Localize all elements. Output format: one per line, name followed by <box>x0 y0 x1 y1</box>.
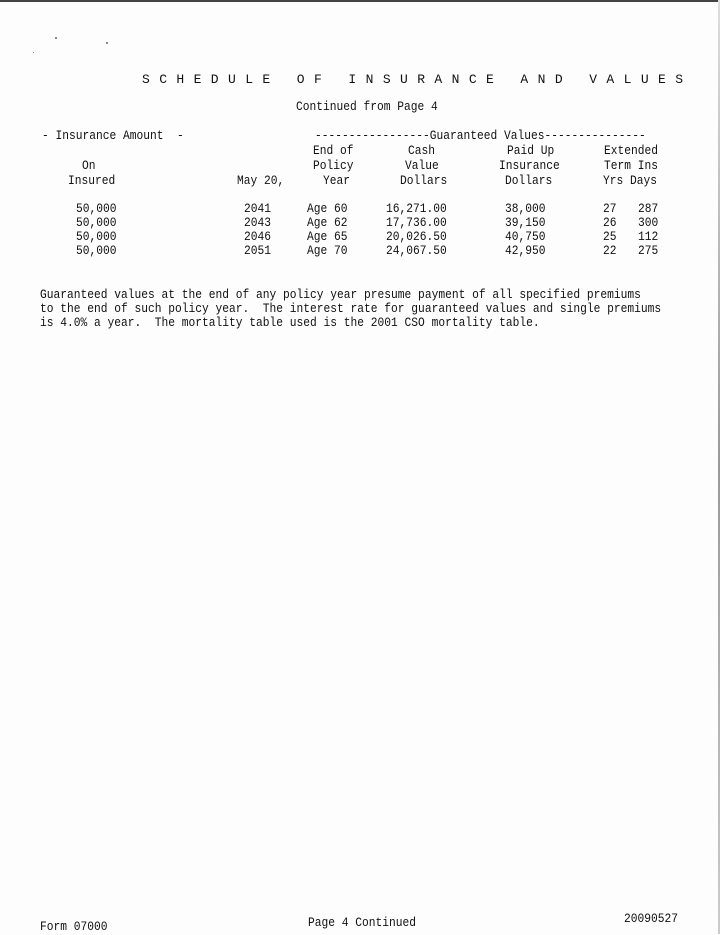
scan-speck <box>55 37 57 39</box>
scan-speck <box>33 52 34 53</box>
footer-form-number: Form 07000 <box>40 920 108 934</box>
document-subtitle: Continued from Page 4 <box>296 100 438 114</box>
page-top-border <box>0 0 720 2</box>
document-title: SCHEDULE OF INSURANCE AND VALUES <box>142 72 693 87</box>
scan-speck <box>106 42 108 44</box>
insurance-amount-label: - Insurance Amount - <box>42 129 184 143</box>
footer-code: 20090527 <box>624 912 679 926</box>
guaranteed-values-label: -----------------Guaranteed Values--------------- <box>315 129 646 143</box>
footer-page-label: Page 4 Continued <box>308 916 417 930</box>
